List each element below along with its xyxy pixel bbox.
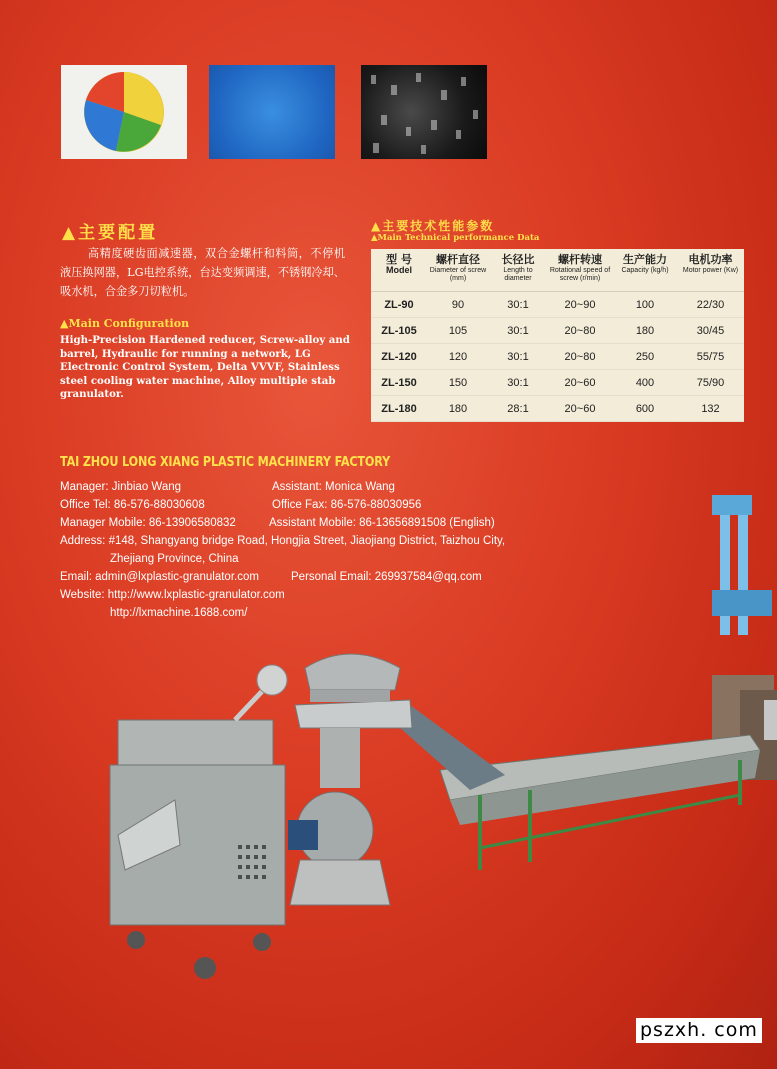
table-row [371, 292, 744, 318]
cell-diameter: 150 [427, 370, 489, 396]
assistant-mobile: Assistant Mobile: 86-13656891508 (English) [269, 517, 495, 529]
table-row [371, 318, 744, 344]
header-motor-power: 电机功率 Motor power (Kw) [677, 249, 744, 292]
cell-model: ZL-150 [371, 370, 427, 396]
cell-power: 55/75 [677, 344, 744, 370]
cell-capacity: 100 [613, 292, 677, 318]
cell-model: ZL-120 [371, 344, 427, 370]
cell-power: 75/90 [677, 370, 744, 396]
address-line-2: Zhejiang Province, China [110, 553, 239, 565]
office-tel: Office Tel: 86-576-88030608 [60, 499, 205, 511]
cell-power: 22/30 [677, 292, 744, 318]
cell-diameter: 105 [427, 318, 489, 344]
address-line-1: Address: #148, Shangyang bridge Road, Hongjia Street, Jiaojiang District, Taizhou City, [60, 535, 506, 547]
website-2: http://lxmachine.1688.com/ [110, 607, 248, 619]
pelletizer-cabinet [110, 665, 287, 979]
cooling-water-trough [440, 735, 760, 870]
manager-mobile: Manager Mobile: 86-13906580832 [60, 517, 236, 529]
cell-ratio: 30:1 [489, 370, 547, 396]
granulator-machine-illustration [0, 480, 777, 1020]
cell-speed: 20~80 [547, 344, 613, 370]
cell-power: 30/45 [677, 318, 744, 344]
cell-capacity: 250 [613, 344, 677, 370]
header-capacity: 生产能力 Capacity (kg/h) [613, 249, 677, 292]
suction-blower [288, 654, 400, 905]
table-row [371, 344, 744, 370]
header-speed: 螺杆转速 Rotational speed of screw (r/min) [547, 249, 613, 292]
cell-speed: 20~60 [547, 370, 613, 396]
cell-speed: 20~60 [547, 396, 613, 422]
colored-granules-photo [61, 65, 187, 159]
cell-model: ZL-90 [371, 292, 427, 318]
blue-granules-photo [209, 65, 335, 159]
black-granules-photo [361, 65, 487, 159]
config-body-en: High-Precision Hardened reducer, Screw-alloy and barrel, Hydraulic for running a network, LG Electronic Control System, Delta VVVF, Stainless steel cooling water machine, Alloy multiple stab granulator. [60, 334, 350, 400]
config-title-en: ▲Main Configuration [60, 317, 190, 330]
cell-diameter: 90 [427, 292, 489, 318]
assistant-name: Assistant: Monica Wang [272, 481, 395, 493]
specs-table [371, 249, 744, 422]
header-length-ratio: 长径比 Length to diameter [489, 249, 547, 292]
config-title-cn: ▲主要配置 [62, 223, 159, 243]
table-row [371, 396, 744, 422]
website-1: Website: http://www.lxplastic-granulator.com [60, 589, 285, 601]
personal-email: Personal Email: 269937584@qq.com [291, 571, 482, 583]
cell-capacity: 600 [613, 396, 677, 422]
config-body-cn: 高精度硬齿面减速器，双合金螺杆和料筒，不停机液压换网器，LG电控系统，台达变频调速，不锈钢冷却、吸水机，合金多刀切粒机。 [60, 247, 345, 298]
specs-header-row [371, 249, 744, 292]
cell-capacity: 180 [613, 318, 677, 344]
specs-subtitle: ▲Main Technical performance Data [371, 233, 540, 243]
table-row [371, 370, 744, 396]
cell-power: 132 [677, 396, 744, 422]
cell-speed: 20~80 [547, 318, 613, 344]
cell-diameter: 120 [427, 344, 489, 370]
watermark: pszxh. com [636, 1018, 762, 1043]
cell-ratio: 28:1 [489, 396, 547, 422]
manager-name: Manager: Jinbiao Wang [60, 481, 182, 493]
cell-model: ZL-180 [371, 396, 427, 422]
cell-ratio: 30:1 [489, 318, 547, 344]
cell-capacity: 400 [613, 370, 677, 396]
cell-model: ZL-105 [371, 318, 427, 344]
header-diameter: 螺杆直径 Diameter of screw (mm) [427, 249, 489, 292]
office-fax: Office Fax: 86-576-88030956 [272, 499, 422, 511]
cell-speed: 20~90 [547, 292, 613, 318]
cell-ratio: 30:1 [489, 344, 547, 370]
factory-name: TAI ZHOU LONG XIANG PLASTIC MACHINERY FACTORY [60, 454, 391, 470]
cell-diameter: 180 [427, 396, 489, 422]
cell-ratio: 30:1 [489, 292, 547, 318]
specs-title: ▲主要技术性能参数 [371, 219, 495, 233]
email: Email: admin@lxplastic-granulator.com [60, 571, 259, 583]
header-model: 型 号 Model [371, 249, 427, 292]
